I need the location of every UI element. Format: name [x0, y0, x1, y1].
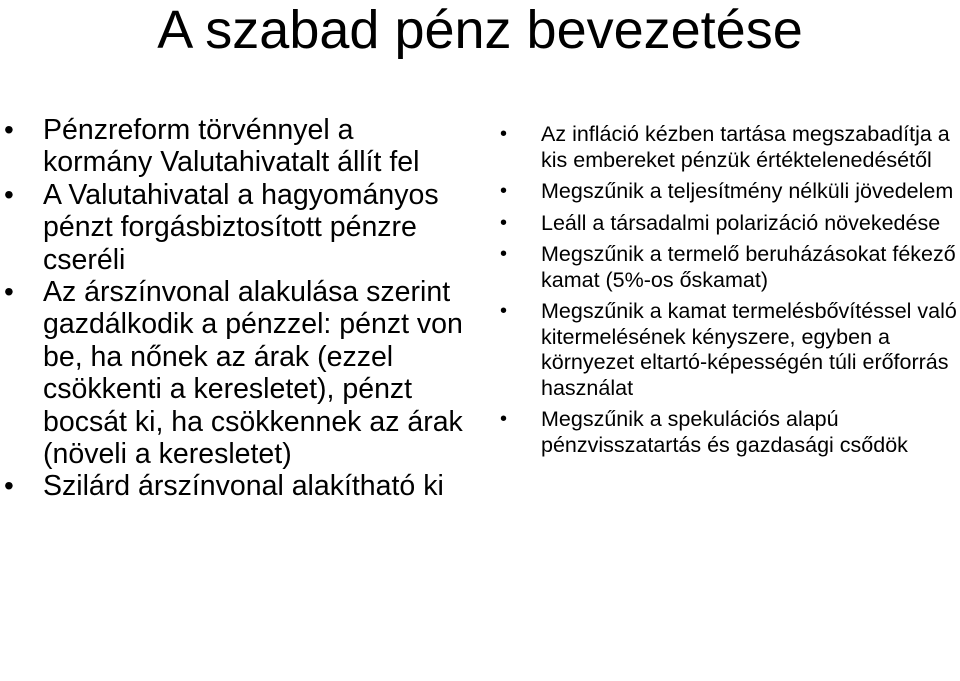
list-item	[0, 114, 470, 179]
list-item-text: Megszűnik a kamat termelésbővítéssel való kitermelésének kényszere, egyben a környezet eltartó-képességén túli erőforrás használat	[541, 299, 957, 400]
list-item	[0, 276, 470, 470]
bullet-icon: •	[500, 408, 508, 430]
list-item-text: Az infláció kézben tartása megszabadítja a kis embereket pénzük értéktelenedésétől	[541, 122, 950, 172]
slide-title: A szabad pénz bevezetése	[157, 0, 803, 60]
left-bullet-list	[0, 114, 470, 503]
bullet-icon: •	[500, 300, 508, 322]
list-item	[500, 299, 960, 401]
list-item	[0, 470, 470, 502]
list-item-text: Az árszínvonal alakulása szerint gazdálkodik a pénzzel: pénzt von be, ha nőnek az árak (ezzel csökkenti a keresletet), pénzt bocsát ki, ha csökkennek az árak (növeli a keresletet)	[43, 276, 463, 471]
bullet-icon: •	[4, 470, 14, 502]
list-item-text: A Valutahivatal a hagyományos pénzt forgásbiztosított pénzre cseréli	[43, 178, 439, 276]
bullet-icon: •	[500, 243, 508, 265]
list-item-text: Megszűnik a spekulációs alapú pénzvisszatartás és gazdasági csődök	[541, 407, 908, 457]
bullet-icon: •	[500, 123, 508, 145]
list-item-text: Szilárd árszínvonal alakítható ki	[43, 470, 444, 503]
list-item	[0, 179, 470, 276]
list-item-text: Pénzreform törvénnyel a kormány Valutahivatalt állít fel	[43, 114, 420, 179]
list-item-text: Megszűnik a teljesítmény nélküli jövedelem	[541, 179, 954, 203]
bullet-icon: •	[4, 178, 14, 210]
list-item	[500, 211, 960, 237]
list-item	[500, 407, 960, 458]
list-item	[500, 179, 960, 205]
right-bullet-list	[500, 122, 960, 464]
bullet-icon: •	[4, 114, 14, 145]
bullet-icon: •	[4, 276, 14, 308]
list-item-text: Megszűnik a termelő beruházásokat fékező kamat (5%-os őskamat)	[541, 242, 956, 292]
list-item	[500, 122, 960, 173]
list-item	[500, 242, 960, 293]
bullet-icon: •	[500, 180, 508, 202]
list-item-text: Leáll a társadalmi polarizáció növekedése	[541, 210, 941, 235]
bullet-icon: •	[500, 211, 508, 234]
